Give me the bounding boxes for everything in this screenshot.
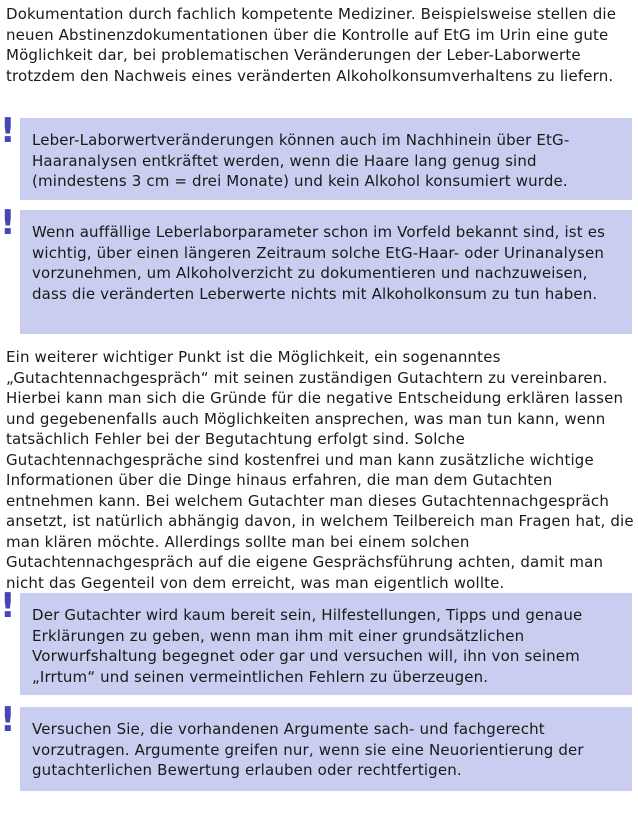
exclamation-icon: ! [0, 203, 16, 243]
exclamation-icon: ! [0, 700, 16, 740]
note-text: Leber-Laborwertveränderungen können auch im Nachhinein über EtG-Haaranalysen entkräftet werden, wenn die Haare lang genug sind (mindestens 3 cm = drei Monate) und kein Alkohol konsumiert wurde. [32, 131, 570, 190]
exclamation-icon: ! [0, 111, 16, 151]
info-note [20, 707, 632, 791]
main-paragraph: Ein weiterer wichtiger Punkt ist die Möglichkeit, ein sogenanntes „Gutachtennachgespräch“ mit seinen zuständigen Gutachtern zu vereinbaren. Hierbei kann man sich die Gründe für die negative Entscheidung erklären lassen und gegebenenfalls auch Möglichkeiten ansprechen, was man tun kann, wenn tatsächlich Fehler bei der Begutachtung erfolgt sind. Solche Gutachtennachgespräche sind kostenfrei und man kann zusätzliche wichtige Informationen über die Dinge hinaus erfahren, die man dem Gutachten entnehmen kann. Bei welchem Gutachter man dieses Gutachtennachgespräch ansetzt, ist natürlich abhängig davon, in welchem Teilbereich man Fragen hat, die man klären möchte. Allerdings sollte man bei einem solchen Gutachtennachgespräch auf die eigene Gesprächsführung achten, damit man nicht das Gegenteil von dem erreicht, was man eigentlich wollte. [6, 348, 634, 592]
intro-paragraph: Dokumentation durch fachlich kompetente Mediziner. Beispielsweise stellen die neuen Abstinenzdokumentationen über die Kontrolle auf EtG im Urin eine gute Möglichkeit dar, bei problematischen Veränderungen der Leber-Laborwerte trotzdem den Nachweis eines veränderten Alkoholkonsumverhaltens zu liefern. [6, 5, 617, 85]
note-text: Der Gutachter wird kaum bereit sein, Hilfestellungen, Tipps und genaue Erklärungen zu geben, wenn man ihm mit einer grundsätzlichen Vorwurfshaltung begegnet oder gar und versuchen will, ihn von seinem „Irrtum“ und seinen vermeintlichen Fehlern zu überzeugen. [32, 606, 583, 686]
info-note [20, 593, 632, 695]
note-text: Wenn auffällige Leberlaborparameter schon im Vorfeld bekannt sind, ist es wichtig, über einen längeren Zeitraum solche EtG-Haar- oder Urinanalysen vorzunehmen, um Alkoholverzicht zu dokumentieren und nachzuweisen, dass die veränderten Leberwerte nichts mit Alkoholkonsum zu tun haben. [32, 223, 606, 303]
exclamation-icon: ! [0, 586, 16, 626]
info-note [20, 118, 632, 200]
info-note [20, 210, 632, 334]
note-text: Versuchen Sie, die vorhandenen Argumente sach- und fachgerecht vorzutragen. Argumente greifen nur, wenn sie eine Neuorientierung der gutachterlichen Bewertung erlauben oder rechtfertigen. [32, 720, 584, 779]
